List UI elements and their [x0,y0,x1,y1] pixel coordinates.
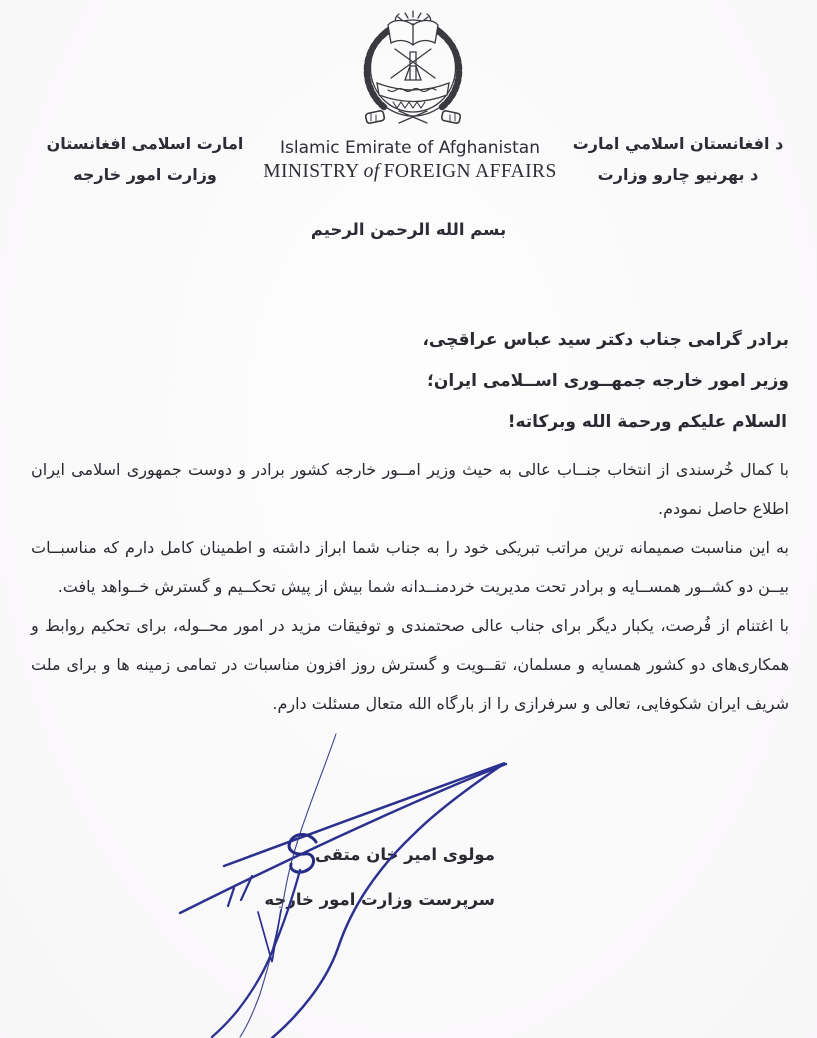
letterhead-english-line2 [224,159,596,185]
signatory-block [264,845,495,909]
signatory-name: مولوی امیر خان متقی [314,845,495,864]
salutation-line: السلام علیکم ورحمة الله وبرکاته! [507,412,787,432]
paragraph-1: با کمال خُرسندی از انتخاب جنــاب عالی به حیث وزیر امــور خارجه کشور برادر و دوست جمهوری اسلامی ایران اطلاع حاصل نمودم. [31,460,789,518]
letterhead-pashto [567,128,789,190]
islamic-emirate-emblem-icon [343,10,483,130]
letterhead-english-line1: Islamic Emirate of Afghanistan [280,138,540,158]
bismillah-line: بسم الله الرحمن الرحیم [310,220,507,239]
letterhead-dari-line1: امارت اسلامی افغانستان [46,134,244,153]
letterhead-dari-line2: وزارت امور خارجه [73,165,217,184]
letterhead-pashto-line1: د افغانستان اسلامي امارت [572,134,784,153]
letterhead-pashto-line2: د بهرنیو چارو وزارت [597,165,759,184]
paragraph-2: به این مناسبت صمیمانه ترین مراتب تبریکی خود را به جناب شما ابراز داشته و اطمینان کامل دارم که مناسبــات بیــن دو کشــور همســایه و برادر تحت مدیریت خردمنــدانه شما بیش از پیش تحکــیم و گسترش خــواهد یافت. [31,538,789,596]
letter-body [31,450,789,723]
paragraph-3: با اغتنام از فُرصت، یکبار دیگر برای جناب عالی صحتمندی و توفیقات مزید در امور محــوله، برای تحکیم روابط و همکاری‌های دو کشور همسایه و مسلمان، تقــویت و گسترش روز افزون مناسبات در تمامی زمینه ها و برای ملت شریف ایران شکوفایی، تعالی و سرفرازی را از بارگاه الله متعال مسئلت دارم. [31,616,789,713]
letterhead-dari [34,128,256,190]
addressee-name-line: برادر گرامی جناب دکتر سید عباس عراقچی، [422,330,789,350]
of-text: of [363,161,380,182]
addressee-block [60,320,789,402]
ministry-text: MINISTRY [263,161,360,182]
addressee-title-line: وزیر امور خارجه جمهــوری اســلامی ایران؛ [427,371,789,391]
signatory-title: سرپرست وزارت امور خارجه [264,890,495,909]
foreign-affairs-text: FOREIGN AFFAIRS [383,161,557,182]
letterhead-english [224,137,596,185]
